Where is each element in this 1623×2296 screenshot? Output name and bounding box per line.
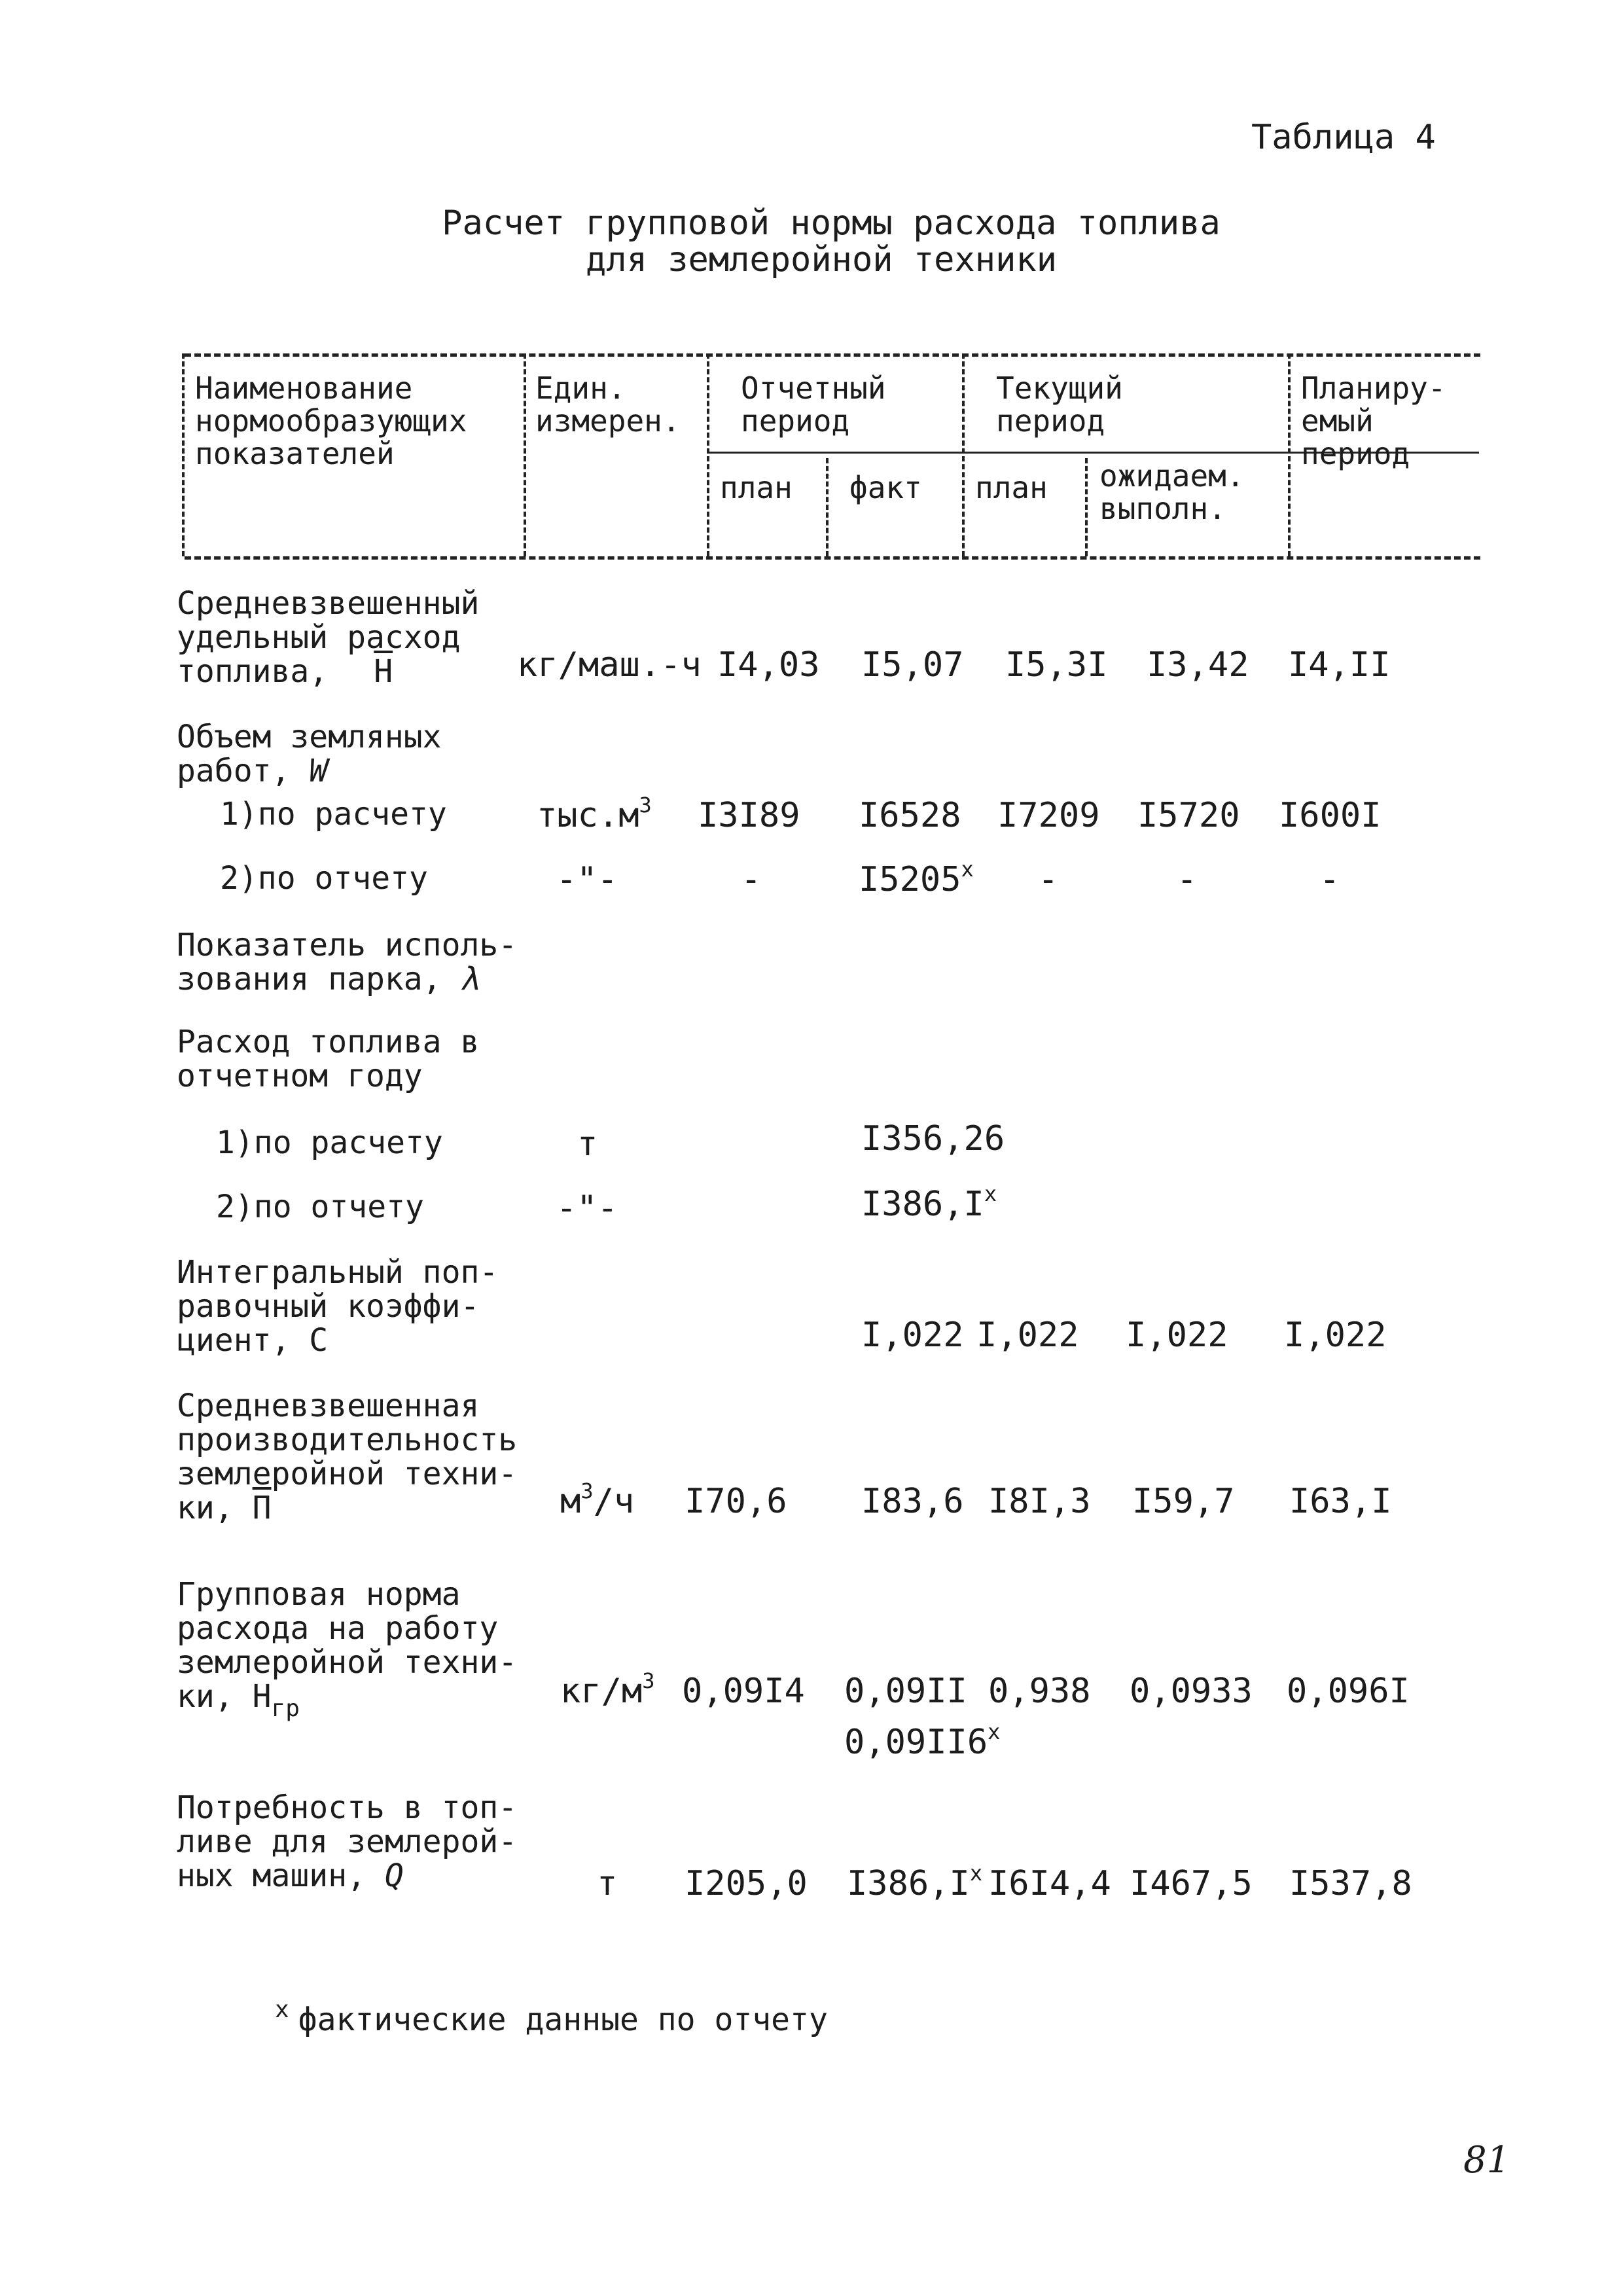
value-cell: I3,42 bbox=[1147, 645, 1249, 685]
table-title-line2: для землеройной техники bbox=[585, 240, 1058, 279]
unit-cell: кг/маш.-ч bbox=[517, 645, 702, 685]
value-cell: 0,09II bbox=[844, 1672, 967, 1711]
value-cell: 0,0933 bbox=[1130, 1672, 1253, 1711]
col-current-header: Текущий период bbox=[996, 370, 1123, 439]
value-cell: I,022 bbox=[1126, 1316, 1228, 1355]
col-expected-header: ожидаем. выполн. bbox=[1099, 458, 1245, 526]
value-cell: I600I bbox=[1279, 796, 1382, 835]
header-top-rule bbox=[185, 353, 1480, 357]
unit-cell: т bbox=[597, 1864, 618, 1903]
value-cell: 0,096I bbox=[1287, 1672, 1410, 1711]
row-label-fleet-usage: Показатель исполь- зования парка, λ bbox=[177, 927, 518, 997]
table-label: Таблица 4 bbox=[1251, 118, 1436, 157]
table-title-line1: Расчет групповой нормы расхода топлива bbox=[442, 204, 1221, 243]
symbol-p: П bbox=[252, 1490, 272, 1526]
value-cell: I5,3I bbox=[1005, 645, 1108, 685]
sub-label-by-report: 2)по отчету bbox=[216, 1189, 424, 1225]
unit-cell: $м^3/ч$ bbox=[560, 1479, 635, 1521]
value-cell: - bbox=[1319, 860, 1340, 899]
value-cell: - bbox=[1038, 860, 1059, 899]
unit-cell: -"- bbox=[556, 1189, 618, 1228]
symbol-lambda: λ bbox=[460, 961, 480, 997]
row-label-productivity: Средневзвешенная производительность землеройной техни- ки, П bbox=[177, 1388, 518, 1526]
col-unit-header: Един. измерен. bbox=[535, 370, 681, 439]
header-divider bbox=[1288, 353, 1291, 556]
value-cell: 0,938 bbox=[988, 1672, 1091, 1711]
header-divider bbox=[962, 353, 965, 556]
header-divider bbox=[826, 458, 829, 556]
value-cell: $I386,I^x$ bbox=[847, 1861, 983, 1903]
header-bottom-rule bbox=[185, 556, 1480, 560]
value-cell: I,022 bbox=[976, 1316, 1079, 1355]
value-cell: I356,26 bbox=[861, 1119, 1005, 1158]
symbol-h: Н bbox=[374, 653, 393, 690]
unit-cell: -"- bbox=[556, 860, 618, 899]
value-cell: 0,09I4 bbox=[682, 1672, 805, 1711]
header-divider bbox=[182, 353, 185, 556]
col-report-header: Отчетный период bbox=[741, 370, 886, 439]
row-label-earthwork-volume: Объем земляных работ, W bbox=[177, 719, 442, 789]
row-label-correction-coefficient: Интегральный поп- равочный коэффи- циент, С bbox=[177, 1254, 499, 1359]
row-label-fuel-consumption: Расход топлива в отчетном году bbox=[177, 1024, 480, 1094]
row-label-fuel-need: Потребность в топ- ливе для землерой- ных машин, Q bbox=[177, 1789, 518, 1894]
value-cell: I467,5 bbox=[1130, 1864, 1253, 1903]
footnote: $^x$ фактические данные по отчету bbox=[275, 1996, 828, 2038]
value-cell: 0,09II6$^x$ bbox=[844, 1719, 1001, 1762]
symbol-h-gr: $Н_{гр}$ bbox=[252, 1678, 300, 1722]
value-cell: I59,7 bbox=[1132, 1482, 1235, 1521]
value-cell: I5,07 bbox=[861, 645, 964, 685]
row-label-group-norm: Групповая норма расхода на работу землеройной техни- ки, $Н_{гр}$ bbox=[177, 1576, 518, 1722]
symbol-q: Q bbox=[384, 1857, 404, 1894]
value-cell: I63,I bbox=[1289, 1482, 1392, 1521]
symbol-w: W bbox=[309, 753, 329, 789]
value-cell: I83,6 bbox=[861, 1482, 964, 1521]
unit-cell: т bbox=[577, 1124, 598, 1164]
value-cell: I70,6 bbox=[685, 1482, 787, 1521]
col-plan2-header: план bbox=[975, 470, 1048, 505]
sub-label-by-report: 2)по отчету bbox=[220, 860, 428, 897]
value-cell: I6528 bbox=[859, 796, 961, 835]
value-cell: I5205$^x$ bbox=[859, 857, 974, 899]
value-cell: I3I89 bbox=[698, 796, 800, 835]
sub-label-by-calc: 1)по расчету bbox=[220, 796, 447, 833]
page-number: 81 bbox=[1463, 2139, 1510, 2181]
unit-cell: $тыс.м^3$ bbox=[537, 793, 652, 835]
value-cell: I8I,3 bbox=[988, 1482, 1091, 1521]
value-cell: I6I4,4 bbox=[988, 1864, 1111, 1903]
value-cell: $I386,I^x$ bbox=[861, 1181, 997, 1224]
col-planned-header: Планиру- емый период bbox=[1301, 370, 1446, 471]
value-cell: I,022 bbox=[861, 1316, 964, 1355]
value-cell: I4,II bbox=[1288, 645, 1391, 685]
value-cell: I,022 bbox=[1284, 1316, 1387, 1355]
value-cell: I537,8 bbox=[1289, 1864, 1412, 1903]
value-cell: I205,0 bbox=[685, 1864, 808, 1903]
row-label-specific-consumption: Средневзвешенный удельный расход топлива, Н bbox=[177, 585, 480, 690]
value-cell: I5720 bbox=[1137, 796, 1240, 835]
header-divider bbox=[707, 353, 709, 556]
value-cell: I4,03 bbox=[717, 645, 820, 685]
table-column-header bbox=[178, 353, 1480, 563]
col-name-header: Наименование нормообразующих показателей bbox=[195, 370, 467, 471]
value-cell: - bbox=[1177, 860, 1198, 899]
value-cell: I7209 bbox=[997, 796, 1100, 835]
col-fact-header: факт bbox=[849, 470, 922, 505]
unit-cell: $кг/м^3$ bbox=[560, 1668, 655, 1711]
header-divider bbox=[524, 353, 526, 556]
header-divider bbox=[1085, 458, 1088, 556]
sub-label-by-calc: 1)по расчету bbox=[216, 1124, 443, 1161]
col-plan-header: план bbox=[720, 470, 793, 505]
value-cell: - bbox=[741, 860, 762, 899]
